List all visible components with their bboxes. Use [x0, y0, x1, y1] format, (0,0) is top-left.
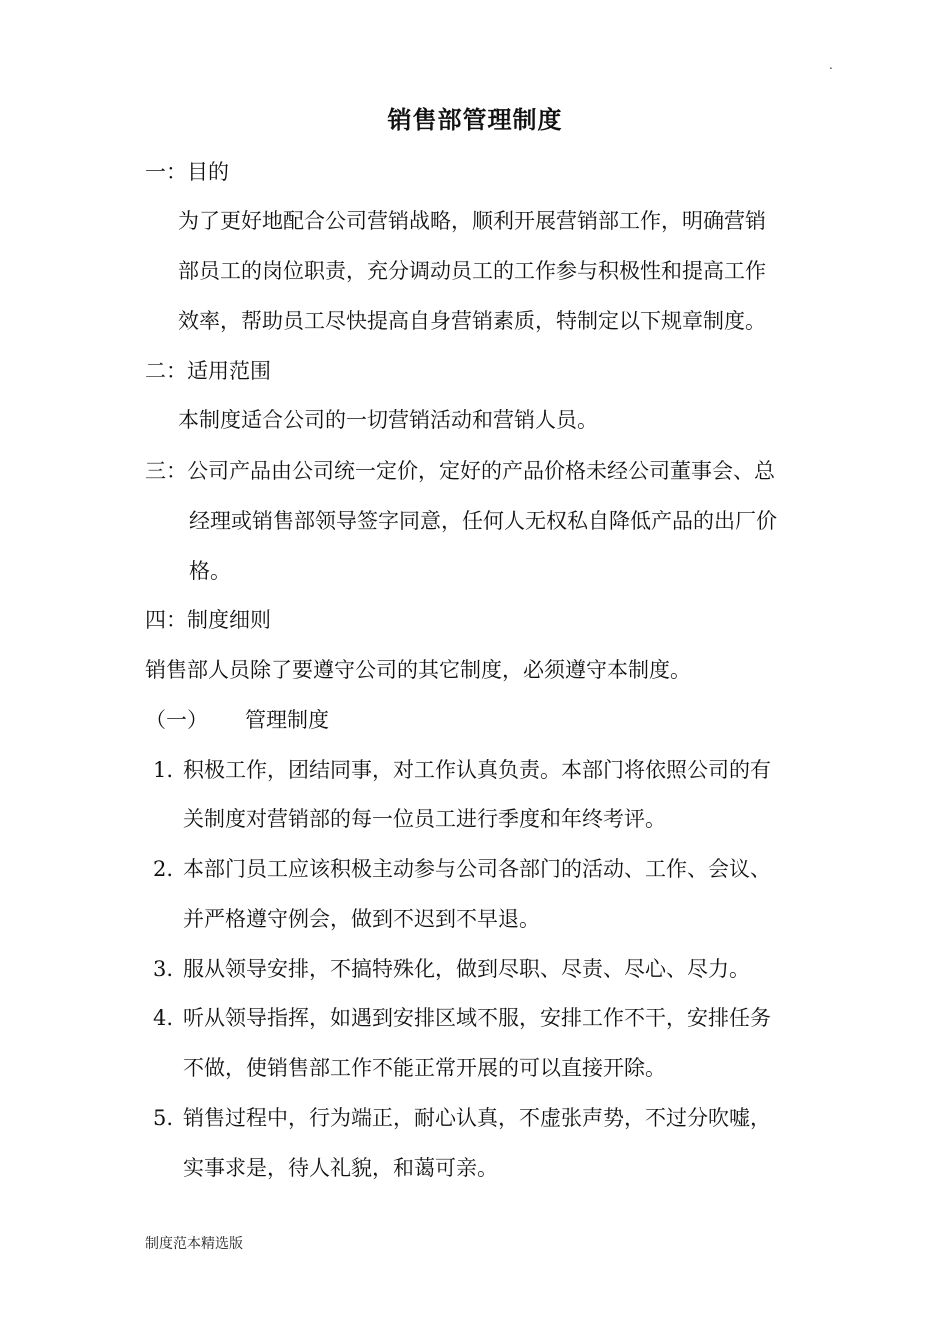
- section-heading: 四：制度细则: [145, 608, 271, 632]
- paragraph-line: 格。: [189, 559, 231, 583]
- subheading-text: 管理制度: [245, 708, 329, 732]
- list-item-line: 服从领导安排，不搞特殊化，做到尽职、尽责、尽心、尽力。: [183, 957, 750, 981]
- list-item-line: 并严格遵守例会，做到不迟到不早退。: [183, 907, 540, 931]
- list-item-line: 听从领导指挥，如遇到安排区域不服，安排工作不干，安排任务: [183, 1006, 771, 1030]
- paragraph-line: 部员工的岗位职责，充分调动员工的工作参与积极性和提高工作: [178, 259, 766, 283]
- section-heading: 二：适用范围: [145, 359, 271, 383]
- list-item-line: 销售过程中，行为端正，耐心认真，不虚张声势，不过分吹嘘，: [183, 1106, 771, 1130]
- list-item-number: 1.: [153, 758, 174, 782]
- list-item-number: 2.: [153, 857, 174, 881]
- paragraph-line: 本制度适合公司的一切营销活动和营销人员。: [178, 408, 598, 432]
- paragraph-line: 三：公司产品由公司统一定价，定好的产品价格未经公司董事会、总: [145, 459, 775, 483]
- section-heading: 一：目的: [145, 160, 229, 184]
- paragraph-line: 经理或销售部领导签字同意，任何人无权私自降低产品的出厂价: [189, 509, 777, 533]
- paragraph-line: 效率，帮助员工尽快提高自身营销素质，特制定以下规章制度。: [178, 309, 766, 333]
- list-item-number: 5.: [153, 1106, 174, 1130]
- document-title: 销售部管理制度: [387, 105, 563, 134]
- header-mark: .: [829, 58, 833, 72]
- list-item-line: 本部门员工应该积极主动参与公司各部门的活动、工作、会议、: [183, 857, 771, 881]
- paragraph-line: 为了更好地配合公司营销战略，顺利开展营销部工作，明确营销: [178, 209, 766, 233]
- list-item-line: 不做，使销售部工作不能正常开展的可以直接开除。: [183, 1056, 666, 1080]
- subheading-number: （一）: [145, 708, 208, 732]
- list-item-line: 实事求是，待人礼貌，和蔼可亲。: [183, 1156, 498, 1180]
- list-item-number: 4.: [153, 1006, 174, 1030]
- paragraph-line: 销售部人员除了要遵守公司的其它制度，必须遵守本制度。: [145, 658, 691, 682]
- page-footer: 制度范本精选版: [145, 1236, 243, 1252]
- list-item-number: 3.: [153, 957, 174, 981]
- list-item-line: 积极工作，团结同事，对工作认真负责。本部门将依照公司的有: [183, 758, 771, 782]
- list-item-line: 关制度对营销部的每一位员工进行季度和年终考评。: [183, 807, 666, 831]
